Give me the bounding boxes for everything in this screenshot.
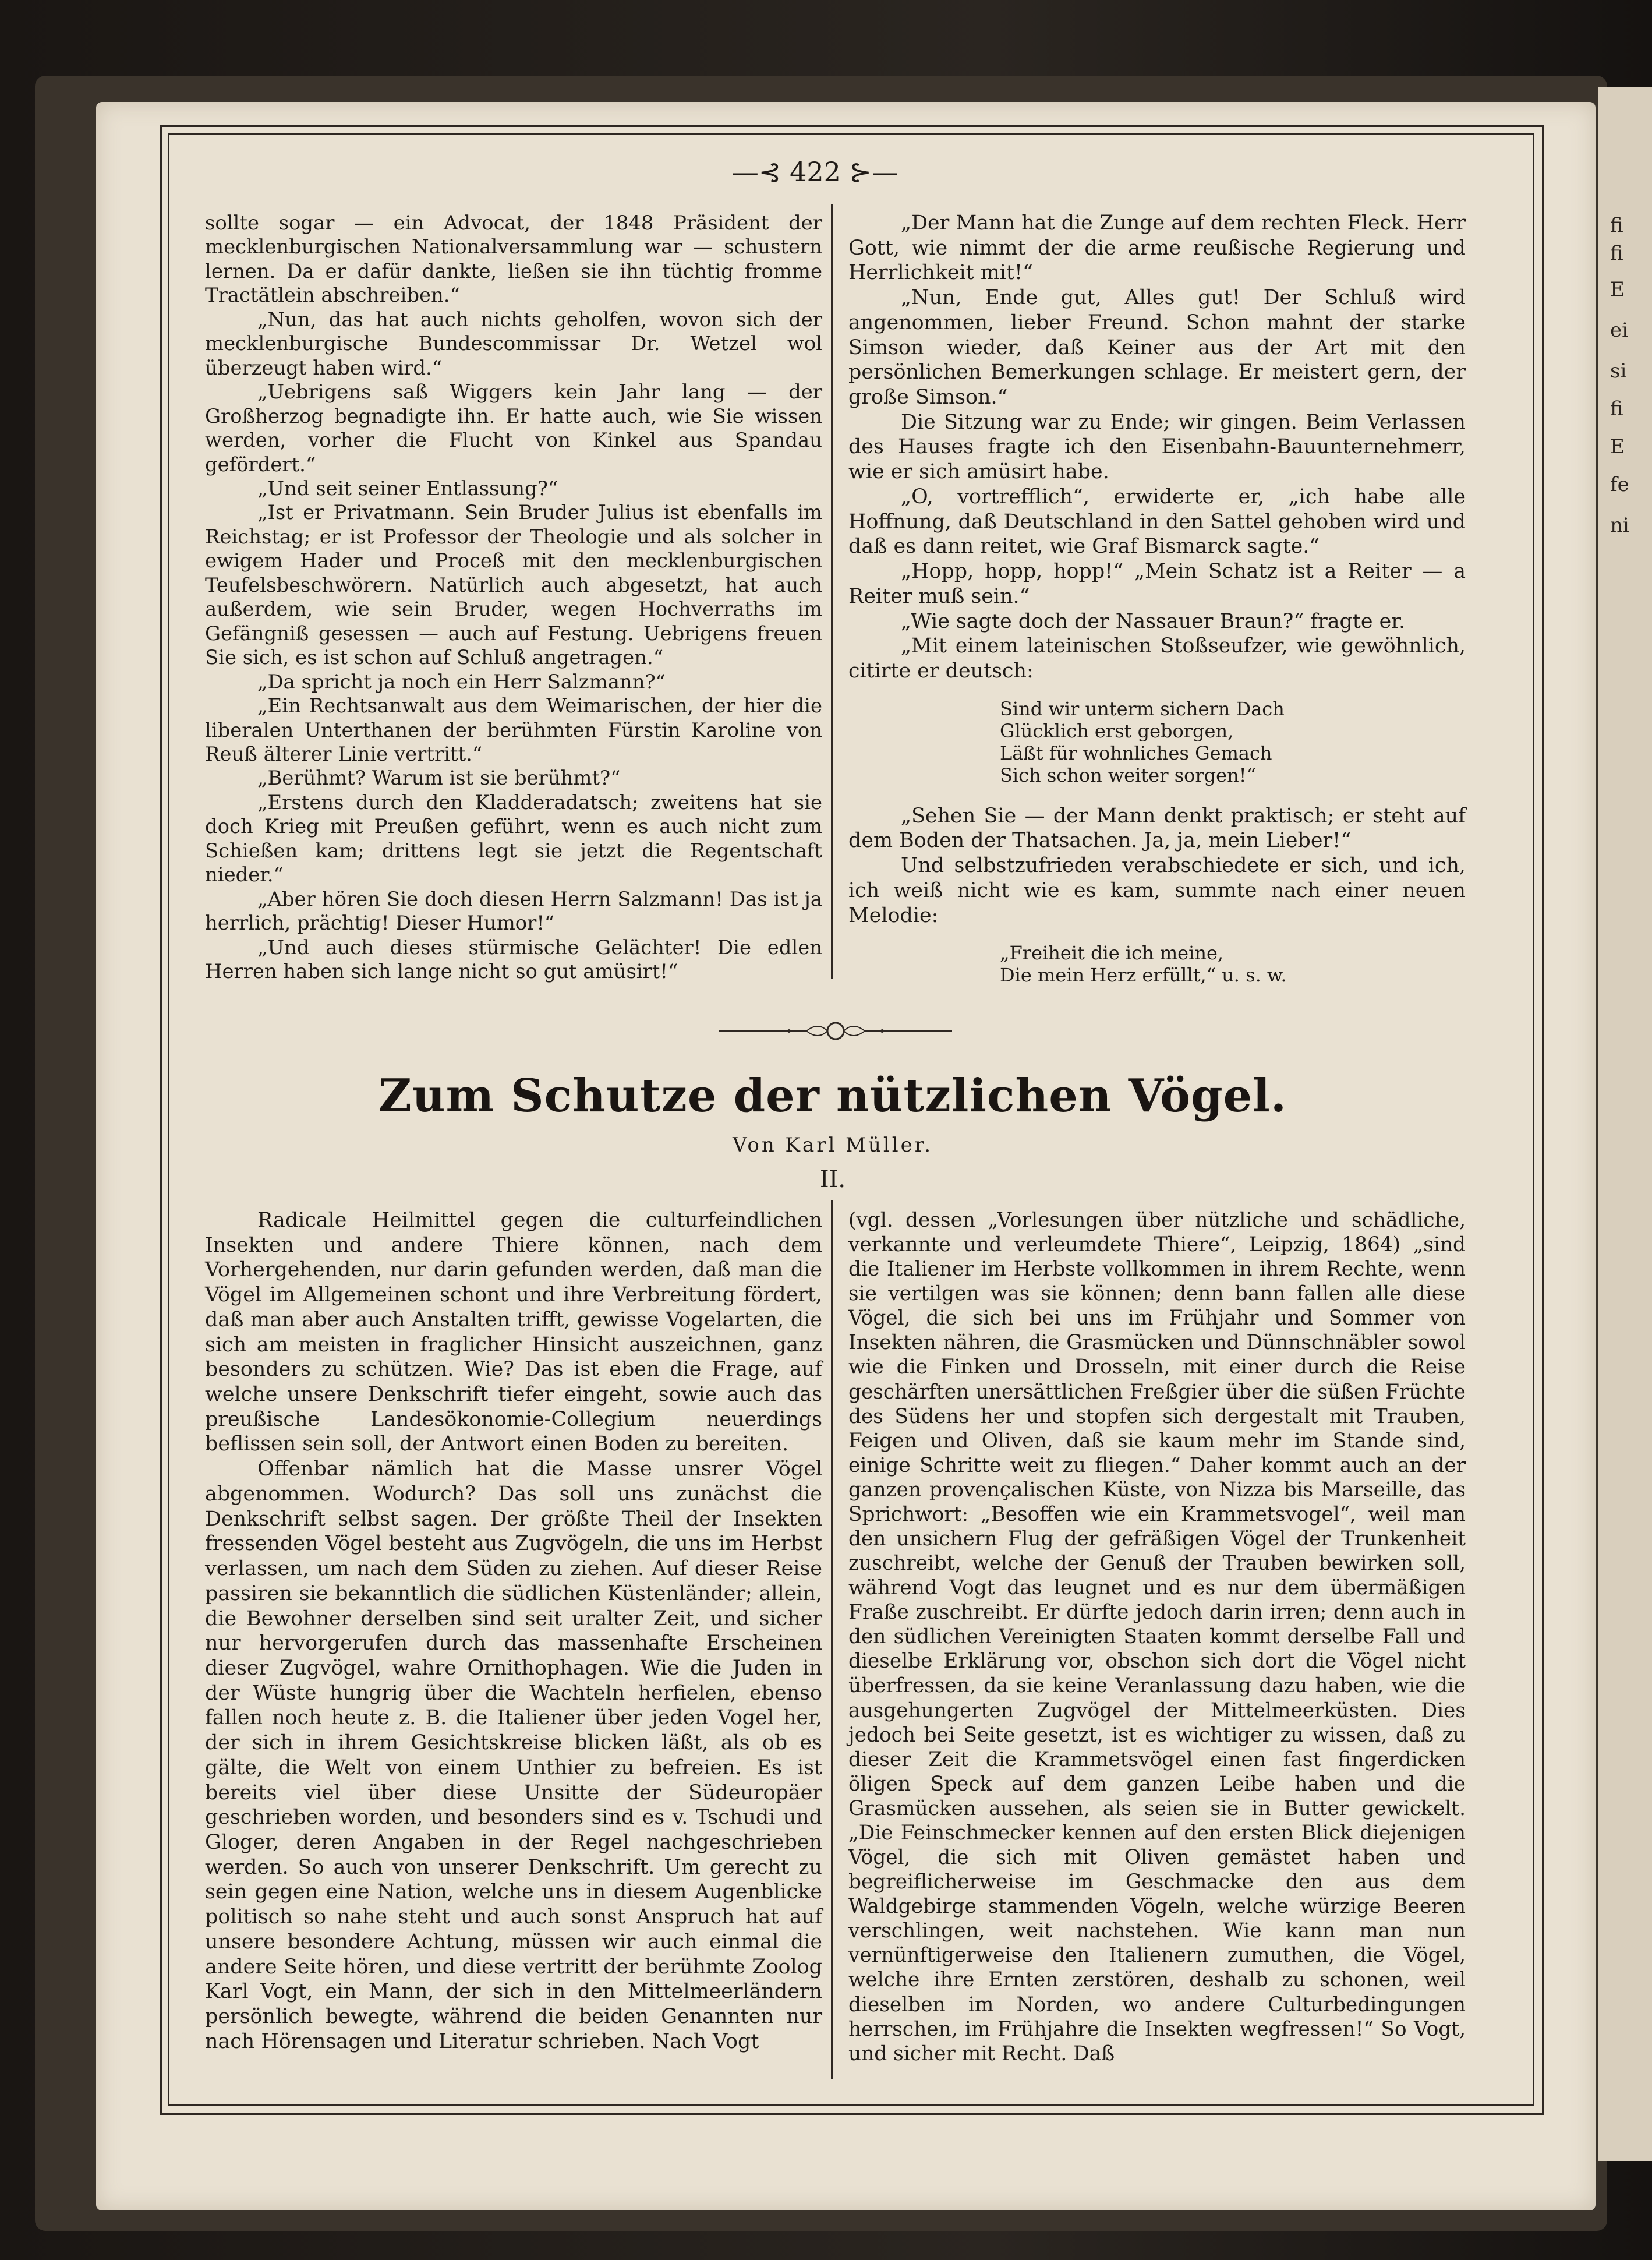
paragraph: „Uebrigens saß Wiggers kein Jahr lang — der Großherzog begnadigte ihn. Er hatte auch, wie Sie wissen werden, vorher die Flucht von Kinkel aus Spandau gefördert.“ — [205, 380, 822, 476]
paragraph: „Sehen Sie — der Mann denkt praktisch; er steht auf dem Boden der Thatsachen. Ja, ja, mein Lieber!“ — [848, 804, 1466, 853]
paragraph: Und selbstzufrieden verabschiedete er sich, und ich, ich weiß nicht wie es kam, summte nach einer neuen Melodie: — [848, 854, 1466, 927]
paragraph: „Der Mann hat die Zunge auf dem rechten Fleck. Herr Gott, wie nimmt der die arme reußische Regierung und Herrlichkeit mit!“ — [848, 211, 1466, 285]
next-page-fragment: E — [1610, 278, 1625, 301]
next-page-fragment: ei — [1610, 319, 1628, 342]
verse-line: Die mein Herz erfüllt,“ u. s. w. — [1000, 964, 1287, 987]
page-number: —⊰ 422 ⊱— — [731, 156, 899, 188]
next-page-fragment: fi — [1610, 214, 1623, 237]
paragraph: „Hopp, hopp, hopp!“ „Mein Schatz ist a Reiter — a Reiter muß sein.“ — [848, 560, 1466, 608]
next-page-fragment: E — [1610, 435, 1625, 458]
paragraph: „Erstens durch den Kladderadatsch; zweitens hat sie doch Krieg mit Preußen geführt, wenn es auch nicht zum Schießen kam; drittens legt sie jetzt die Regentschaft nieder.“ — [205, 790, 822, 887]
top-left-column — [205, 211, 822, 984]
paragraph: „Aber hören Sie doch diesen Herrn Salzmann! Das ist ja herrlich, prächtig! Dieser Humor!“ — [205, 887, 822, 935]
paragraph: „Nun, das hat auch nichts geholfen, wovon sich der mecklenburgische Bundescommissar Dr. Wetzel wol überzeugt haben wird.“ — [205, 308, 822, 379]
article-author: Von Karl Müller. — [732, 1133, 933, 1157]
paragraph: „Ein Rechtsanwalt aus dem Weimarischen, der hier die liberalen Unterthanen der berühmten Fürstin Karoline von Reuß älterer Linie vertritt.“ — [205, 694, 822, 765]
paragraph: Radicale Heilmittel gegen die culturfeindlichen Insekten und andere Thiere können, nach dem Vorhergehenden, nur darin gefunden werden, daß man die Vögel im Allgemeinen schont und ihre Verbreitung fördert, daß man aber auch Anstalten trifft, gewisse Vogelarten, die sich am meisten in fraglicher Hinsicht auszeichnen, ganz besonders zu schützen. Wie? Das ist eben die Frage, auf welche unsere Denkschrift tiefer eingeht, sowie auch das preußische Landesökonomie-Collegium neuerdings beflissen sein soll, der Antwort einen Boden zu bereiten. — [205, 1209, 822, 1456]
paragraph: „Berühmt? Warum ist sie berühmt?“ — [257, 767, 621, 790]
next-page-fragment: fi — [1610, 242, 1623, 265]
verse-line: Glücklich erst geborgen, — [1000, 719, 1234, 742]
verse-line: „Freiheit die ich meine, — [1000, 942, 1224, 965]
verse-line: Sind wir unterm sichern Dach — [1000, 697, 1285, 720]
next-page-fragment: ni — [1610, 514, 1629, 537]
article-right-column — [848, 1208, 1466, 2066]
article-left-column — [205, 1208, 822, 2054]
paragraph: „Und seit seiner Entlassung?“ — [257, 476, 558, 500]
paragraph: „O, vortrefflich“, erwiderte er, „ich habe alle Hoffnung, daß Deutschland in den Sattel gehoben wird und daß es dann reitet, wie Graf Bismarck sagte.“ — [848, 485, 1466, 559]
article-title: Zum Schutze der nützlichen Vögel. — [378, 1069, 1287, 1122]
paragraph: (vgl. dessen „Vorlesungen über nützliche und schädliche, verkannte und verleumdete Thiere“, Leipzig, 1864) „sind die Italiener im Herbste vollkommen in ihrem Rechte, wenn sie vertilgen was sie können; denn bann fallen alle diese Vögel, die sich bei uns im Frühjahr und Sommer von Insekten nähren, die Grasmücken und Dünnschnäbler sowol wie die Finken und Drosseln, mit einer durch die Reise geschärften unersättlichen Freßgier über die süßen Früchte des Südens her und stopfen sich dergestalt mit Trauben, Feigen und Oliven, daß sie kaum mehr im Stande sind, einige Schritte weit zu fliegen.“ Daher kommt auch an der ganzen provençalischen Küste, von Nizza bis Marseille, das Sprichwort: „Besoffen wie ein Krammetsvogel“, weil man den unsichern Flug der gefräßigen Vögel der Trunkenheit zuschreibt, welche der Genuß der Trauben bewirken soll, während Vogt das leugnet und es nur dem übermäßigen Fraße zuschreibt. Er dürfte jedoch darin irren; denn auch in den südlichen Vereinigten Staaten kommt derselbe Fall und dieselbe Erklärung vor, obschon sich dort die Vögel nicht überfressen, da sie keine Veranlassung dazu haben, wie die ausgehungerten Zugvögel der Mittelmeerküsten. Dies jedoch bei Seite gesetzt, ist es wichtiger zu wissen, daß zu dieser Zeit die Krammetsvögel einen fast fingerdicken öligen Speck auf dem ganzen Leibe haben und die Grasmücken aussehen, als seien sie in Butter gewickelt. „Die Feinschmecker kennen auf den ersten Blick diejenigen Vögel, die sich mit Oliven gemästet haben und begreiflicherweise im Geschmacke den aus dem Waldgebirge stammenden Vögeln, welche würzige Beeren verschlingen, weit nachstehen. Wie kann man nun vernünftigerweise den Italienern zumuthen, die Vögel, welche ihre Ernten zerstören, deshalb zu schonen, weil dieselben im Norden, wo andere Culturbedingungen herrschen, im Frühjahre die Insekten wegfressen!“ So Vogt, und sicher mit Recht. Daß — [848, 1209, 1466, 2065]
verse-line: Läßt für wohnliches Gemach — [1000, 741, 1272, 764]
column-rule-article — [831, 1200, 833, 2079]
next-page-fragment: si — [1610, 359, 1627, 383]
article-part: II. — [819, 1166, 846, 1193]
paragraph: Die Sitzung war zu Ende; wir gingen. Beim Verlassen des Hauses fragte ich den Eisenbahn-Bauunternehmerr, wie er sich amüsirt habe. — [848, 410, 1466, 484]
verse-quote — [848, 942, 1466, 986]
column-rule-top — [831, 204, 833, 979]
next-page-edge — [1598, 87, 1652, 2161]
top-right-column — [848, 211, 1466, 986]
paragraph: „Wie sagte doch der Nassauer Braun?“ fragte er. — [901, 609, 1406, 633]
paragraph: sollte sogar — ein Advocat, der 1848 Präsident der mecklenburgischen Nationalversammlung war — schustern lernen. Da er dafür dankte, ließen sie ihn tüchtig fromme Tractätlein abschreiben.“ — [205, 211, 822, 307]
paragraph: „Ist er Privatmann. Sein Bruder Julius ist ebenfalls im Reichstag; er ist Professor der Theologie und als solcher in ewigem Hader und Proceß mit den mecklenburgischen Teufelsbeschwörern. Natürlich auch abgesetzt, hat auch außerdem, wie sein Bruder, wegen Hochverraths im Gefängniß gesessen — auch auf Festung. Uebrigens freuen Sie sich, es ist schon auf Schluß angetragen.“ — [205, 501, 822, 669]
ornament-divider — [719, 1014, 952, 1048]
paragraph: „Mit einem lateinischen Stoßseufzer, wie gewöhnlich, citirte er deutsch: — [848, 634, 1466, 683]
next-page-fragment: fe — [1610, 473, 1629, 496]
paragraph: „Da spricht ja noch ein Herr Salzmann?“ — [257, 670, 666, 693]
verse-quote — [848, 698, 1466, 786]
next-page-fragment: fi — [1610, 397, 1623, 421]
paragraph: „Und auch dieses stürmische Gelächter! Die edlen Herren haben sich lange nicht so gut amüsirt!“ — [205, 935, 822, 983]
verse-line: Sich schon weiter sorgen!“ — [1000, 764, 1256, 786]
paragraph: „Nun, Ende gut, Alles gut! Der Schluß wird angenommen, lieber Freund. Schon mahnt der starke Simson wieder, daß Keiner aus der Art mit den persönlichen Bemerkungen schlage. Er meistert gern, der große Simson.“ — [848, 286, 1466, 409]
paragraph: Offenbar nämlich hat die Masse unsrer Vögel abgenommen. Wodurch? Das soll uns zunächst die Denkschrift selbst sagen. Der größte Theil der Insekten fressenden Vögel besteht aus Zugvögeln, die uns im Herbst verlassen, um nach dem Süden zu ziehen. Auf dieser Reise passiren sie bekanntlich die südlichen Küstenländer; allein, die Bewohner derselben sind seit uralter Zeit, und sicher nur hervorgerufen durch das massenhafte Erscheinen dieser Zugvögel, wahre Ornithophagen. Wie die Juden in der Wüste hungrig über die Wachteln herfielen, ebenso fallen noch heute z. B. die Italiener über jeden Vogel her, der sich in ihrem Gesichtskreise blicken läßt, als ob es gälte, die Welt von einem Unthier zu befreien. Es ist bereits viel über diese Unsitte der Südeuropäer geschrieben worden, und besonders sind es v. Tschudi und Gloger, deren Angaben in der Regel nachgeschrieben werden. So auch von unserer Denkschrift. Um gerecht zu sein gegen eine Nation, welche uns in diesem Augenblicke politisch so nahe steht und auch sonst Anspruch hat auf unsere besondere Achtung, müssen wir auch einmal die andere Seite hören, und diese vertritt der berühmte Zoolog Karl Vogt, ein Mann, der sich in den Mittelmeerländern persönlich bewegte, während die beiden Genannten nur nach Hörensagen und Literatur schrieben. Nach Vogt — [205, 1457, 822, 2053]
